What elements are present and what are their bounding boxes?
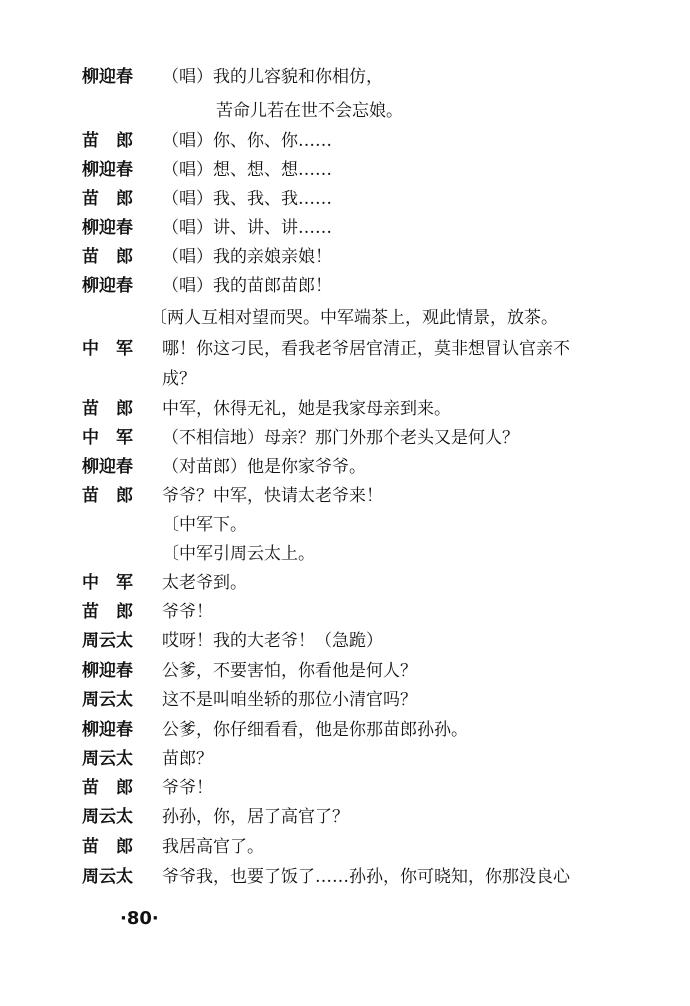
line-text: 这不是叫咱坐轿的那位小清官吗？ xyxy=(162,690,417,710)
speaker-name: 苗 郎 xyxy=(82,778,133,798)
line-text: 爷爷我，也要了饭了……孙孙，你可晓知，你那没良心 xyxy=(162,867,570,887)
line-text: 孙孙，你，居了高官了？ xyxy=(162,807,349,827)
line-text: （不相信地）母亲？那门外那个老头又是何人？ xyxy=(162,428,519,448)
line-text: 〔中军引周云太上。 xyxy=(162,544,315,564)
speaker-name: 柳迎春 xyxy=(82,661,133,681)
line-text: 苗郎？ xyxy=(162,749,213,769)
line-text: （唱）你、你、你…… xyxy=(162,131,332,151)
page-number: ·80· xyxy=(120,908,159,929)
line-text: 爷爷！ xyxy=(162,778,213,798)
speaker-name: 中 军 xyxy=(82,339,133,359)
line-text: 中军，休得无礼，她是我家母亲到来。 xyxy=(162,399,451,419)
line-text: 成？ xyxy=(162,369,196,389)
speaker-name: 苗 郎 xyxy=(82,247,133,267)
speaker-name: 苗 郎 xyxy=(82,602,133,622)
speaker-name: 苗 郎 xyxy=(82,131,133,151)
speaker-name: 柳迎春 xyxy=(82,67,133,87)
line-text: 〔两人互相对望而哭。中军端茶上，观此情景，放茶。 xyxy=(150,308,558,328)
line-text: （对苗郎）他是你家爷爷。 xyxy=(162,457,366,477)
line-text: 哪！你这刁民，看我老爷居官清正，莫非想冒认官亲不 xyxy=(162,339,570,359)
speaker-name: 周云太 xyxy=(82,690,133,710)
line-text: （唱）我、我、我…… xyxy=(162,189,332,209)
speaker-name: 柳迎春 xyxy=(82,160,133,180)
line-text: （唱）讲、讲、讲…… xyxy=(162,218,332,238)
speaker-name: 柳迎春 xyxy=(82,276,133,296)
line-text: （唱）想、想、想…… xyxy=(162,160,332,180)
speaker-name: 周云太 xyxy=(82,867,133,887)
line-text: 公爹，不要害怕，你看他是何人？ xyxy=(162,661,417,681)
speaker-name: 周云太 xyxy=(82,631,133,651)
speaker-name: 中 军 xyxy=(82,428,133,448)
line-text: （唱）我的苗郎苗郎！ xyxy=(162,276,332,296)
line-text: 爷爷！ xyxy=(162,602,213,622)
line-text: 哎呀！我的大老爷！（急跪） xyxy=(162,631,383,651)
line-text: （唱）我的亲娘亲娘！ xyxy=(162,247,332,267)
line-text: （唱）我的儿容貌和你相仿， xyxy=(162,67,383,87)
line-text: 〔中军下。 xyxy=(162,515,247,535)
speaker-name: 苗 郎 xyxy=(82,486,133,506)
speaker-name: 周云太 xyxy=(82,749,133,769)
line-text: 我居高官了。 xyxy=(162,837,264,857)
speaker-name: 柳迎春 xyxy=(82,457,133,477)
speaker-name: 柳迎春 xyxy=(82,720,133,740)
speaker-name: 苗 郎 xyxy=(82,189,133,209)
speaker-name: 柳迎春 xyxy=(82,218,133,238)
line-text: 太老爷到。 xyxy=(162,573,247,593)
speaker-name: 苗 郎 xyxy=(82,399,133,419)
speaker-name: 苗 郎 xyxy=(82,837,133,857)
speaker-name: 周云太 xyxy=(82,807,133,827)
speaker-name: 中 军 xyxy=(82,573,133,593)
line-text: 公爹，你仔细看看，他是你那苗郎孙孙。 xyxy=(162,720,468,740)
line-text: 苦命儿若在世不会忘娘。 xyxy=(216,101,403,121)
line-text: 爷爷？中军，快请太老爷来！ xyxy=(162,486,383,506)
